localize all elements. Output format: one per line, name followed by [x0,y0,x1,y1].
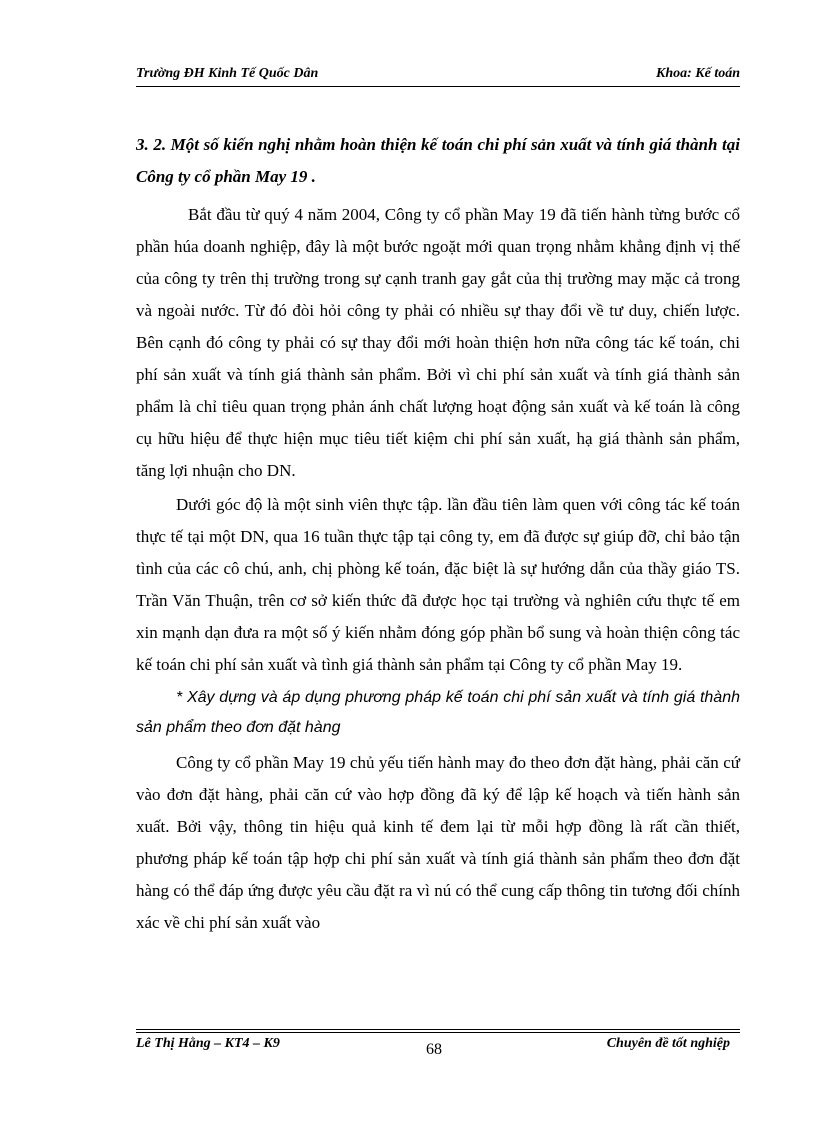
body-paragraph-1: Bắt đầu từ quý 4 năm 2004, Công ty cổ phần May 19 đã tiến hành từng bước cổ phần húa doanh nghiệp, đây là một bước ngoặt mới quan trọng nhằm khẳng định vị thế của công ty trên thị trường trong sự cạnh tranh gay gắt của thị trường may mặc cả trong và ngoài nước. Từ đó đòi hỏi công ty phải có nhiều sự thay đổi về tư duy, chiến lược. Bên cạnh đó công ty phải có sự thay đổi mới hoàn thiện hơn nữa công tác kế toán, chi phí sản xuất và tính giá thành sản phẩm. Bởi vì chi phí sản xuất và tính giá thành sản phẩm là chỉ tiêu quan trọng phản ánh chất lượng hoạt động sản xuất và kế toán là công cụ hữu hiệu để thực hiện mục tiêu tiết kiệm chi phí sản xuất, hạ giá thành sản phẩm, tăng lợi nhuận cho DN. [136,205,740,480]
page-header [136,66,740,86]
header-faculty: Khoa: Kế toán [655,66,740,81]
footer-rule-top [136,1029,740,1030]
header-rule [136,86,740,87]
header-school: Trường ĐH Kinh Tế Quốc Dân [136,66,319,81]
page-body [136,129,740,941]
footer-author: Lê Thị Hằng – KT4 – K9 [136,1036,280,1051]
page-footer [136,1036,740,1066]
footer-rule-bottom [136,1032,740,1033]
footer-title: Chuyên đề tốt nghiệp [606,1036,730,1051]
italic-subheading: * Xây dựng và áp dụng phương pháp kế toán chi phí sản xuất và tính giá thành sản phẩm theo đơn đặt hàng [136,689,740,736]
page-number: 68 [426,1041,442,1058]
section-title: 3. 2. Một số kiến nghị nhằm hoàn thiện kế toán chi phí sản xuất và tính giá thành tại Công ty cổ phần May 19 . [136,135,740,186]
body-paragraph-3: Công ty cổ phần May 19 chủ yếu tiến hành may đo theo đơn đặt hàng, phải căn cứ vào đơn đặt hàng, phải căn cứ vào hợp đồng đã ký để lập kế hoạch và tiến hành sản xuất. Bởi vậy, thông tin hiệu quả kinh tế đem lại từ mỗi hợp đồng là rất cần thiết, phương pháp kế toán tập hợp chi phí sản xuất và tính giá thành sản phẩm theo đơn đặt hàng có thể đáp ứng được yêu cầu đặt ra vì nú có thể cung cấp thông tin tương đối chính xác về chi phí sản xuất vào [136,753,740,932]
body-paragraph-2: Dưới góc độ là một sinh viên thực tập. lần đầu tiên làm quen với công tác kế toán thực tế tại một DN, qua 16 tuần thực tập tại công ty, em đã được sự giúp đỡ, chỉ bảo tận tình của các cô chú, anh, chị phòng kế toán, đặc biệt là sự hướng dẫn của thầy giáo TS. Trần Văn Thuận, trên cơ sở kiến thức đã được học tại trường và nghiên cứu thực tế em xin mạnh dạn đưa ra một số ý kiến nhằm đóng góp phần bổ sung và hoàn thiện công tác kế toán chi phí sản xuất và tình giá thành sản phẩm tại Công ty cổ phần May 19. [136,495,740,674]
